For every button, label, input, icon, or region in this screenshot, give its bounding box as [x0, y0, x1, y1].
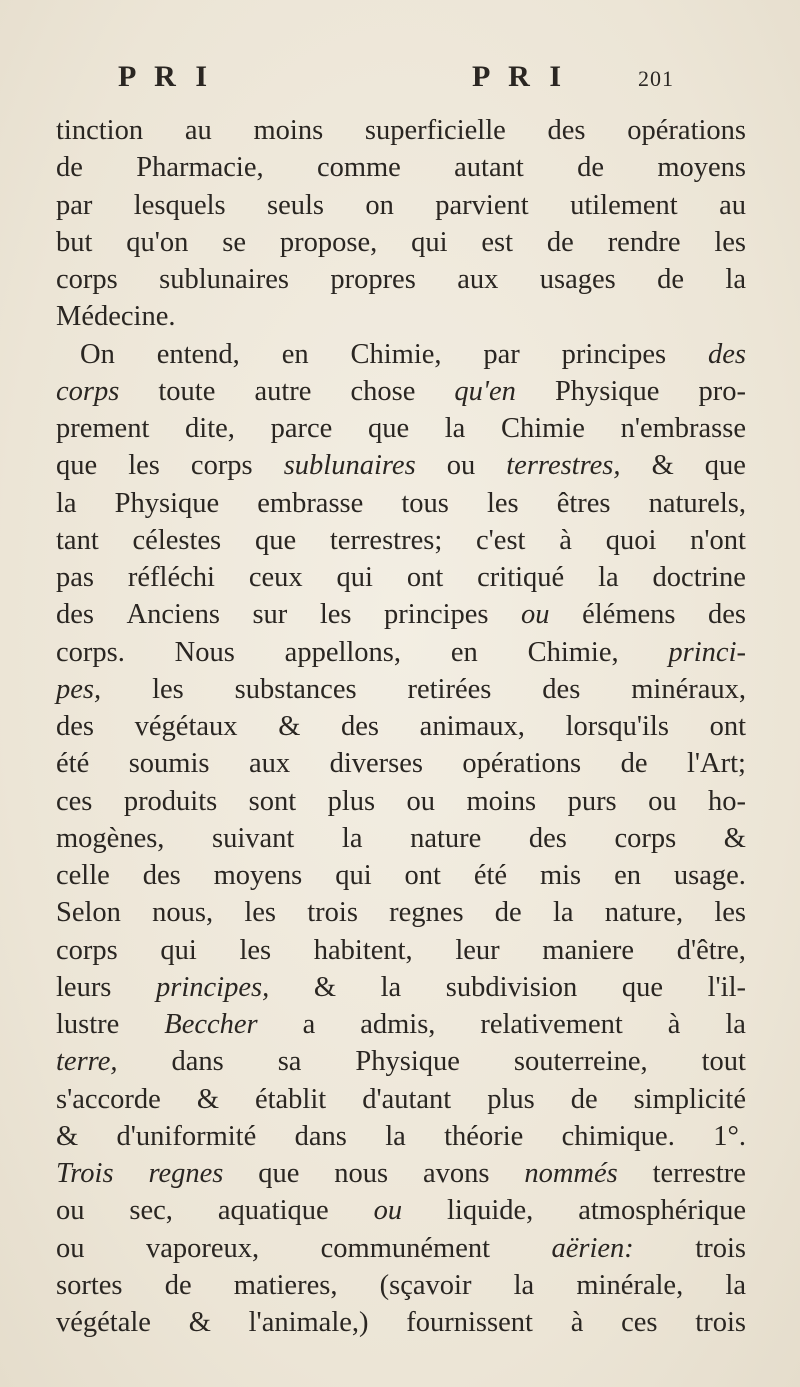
word: Pharmacie,	[136, 152, 264, 184]
word: les	[128, 450, 160, 482]
word: ces	[621, 1307, 658, 1338]
word: sortes	[56, 1269, 123, 1301]
word: nous,	[152, 897, 214, 929]
word: but	[56, 226, 93, 258]
text-line	[56, 1081, 746, 1118]
word: n'embrasse	[620, 413, 746, 444]
text-line	[56, 1230, 746, 1267]
word: plus	[487, 1083, 535, 1115]
word: retirées	[407, 673, 492, 705]
text-line	[56, 1267, 746, 1304]
word: Beccher	[164, 1009, 258, 1040]
word: lorsqu'ils	[565, 711, 669, 742]
word: &	[196, 1083, 219, 1115]
word: aërien:	[551, 1232, 634, 1264]
word: soumis	[128, 748, 210, 780]
word: sublunaires	[283, 450, 416, 482]
word: corps	[56, 934, 118, 966]
word: principes	[384, 599, 489, 631]
word: la	[385, 1120, 406, 1152]
word: terrestres;	[329, 524, 443, 556]
word: c'est	[476, 524, 526, 556]
word: que	[704, 450, 746, 482]
text-line	[56, 447, 746, 484]
word: moyens	[657, 152, 746, 184]
word: corps.	[56, 636, 125, 668]
word: au	[184, 115, 212, 146]
word: Physique	[554, 375, 660, 407]
word: a	[302, 1009, 316, 1040]
word: lesquels	[133, 189, 226, 221]
word: des	[56, 599, 94, 631]
word: qui	[336, 562, 373, 593]
text-line	[56, 261, 746, 298]
page-number: 201	[638, 66, 674, 91]
word: de	[546, 226, 574, 258]
word: Chimie,	[527, 636, 619, 668]
word: la	[725, 1269, 746, 1301]
word: ou	[56, 1232, 85, 1264]
word: simplicité	[633, 1083, 746, 1115]
word: à	[667, 1009, 681, 1040]
word: de	[164, 1269, 192, 1301]
word: par	[483, 338, 520, 370]
text-line	[56, 783, 746, 820]
word: au	[719, 189, 746, 221]
word: comme	[316, 152, 401, 184]
word: l'animale,)	[248, 1307, 369, 1338]
text-line	[56, 410, 746, 447]
word: la	[56, 487, 77, 519]
text-line	[56, 522, 746, 559]
word: ou	[406, 785, 436, 817]
text-line	[56, 298, 746, 335]
word: opérations	[627, 115, 746, 146]
word: la	[444, 413, 466, 444]
text-line	[56, 485, 746, 522]
word: plus	[327, 785, 376, 817]
word: nature,	[604, 897, 684, 929]
word: quoi	[605, 524, 657, 556]
word: nature	[410, 822, 482, 854]
word: princi-	[668, 636, 746, 668]
word: nommés	[524, 1158, 618, 1189]
word: pes,	[56, 673, 102, 705]
word: d'être,	[676, 934, 746, 966]
word: Chimie,	[350, 338, 442, 370]
text-line	[56, 373, 746, 410]
word: corps	[56, 264, 118, 295]
word: &	[723, 822, 746, 854]
text-line	[56, 1118, 746, 1155]
word: autant	[454, 152, 524, 184]
word: ont	[406, 562, 444, 593]
word: ont	[709, 711, 746, 742]
word: en	[450, 636, 478, 668]
word: corps	[614, 822, 677, 854]
word: opérations	[462, 748, 582, 780]
text-line	[56, 149, 746, 186]
running-head	[110, 60, 674, 100]
word: sa	[277, 1046, 302, 1078]
word: animaux,	[419, 711, 525, 742]
word: appellons,	[284, 636, 402, 668]
word: à	[570, 1307, 584, 1338]
word: doctrine	[652, 562, 746, 593]
word: qui	[411, 226, 448, 258]
word: diverses	[329, 748, 423, 780]
text-line	[56, 1155, 746, 1192]
word: usage.	[673, 860, 746, 891]
word: été	[56, 748, 90, 780]
word: de	[620, 748, 648, 780]
word: de	[494, 897, 522, 929]
word: admis,	[360, 1009, 436, 1040]
word: la	[598, 562, 619, 593]
word: la	[552, 897, 574, 929]
text-line	[56, 634, 746, 671]
word: trois	[695, 1232, 746, 1264]
text-line	[56, 969, 746, 1006]
word: pro-	[698, 375, 746, 407]
word: terrestres,	[506, 450, 621, 482]
word: Physique	[114, 487, 220, 519]
word: &	[188, 1307, 211, 1338]
word: des	[528, 822, 567, 854]
word: les	[244, 897, 277, 929]
word: corps	[56, 375, 120, 407]
text-line	[56, 1006, 746, 1043]
word: tout	[701, 1046, 746, 1078]
word: terre,	[56, 1046, 118, 1078]
word: aquatique	[217, 1195, 329, 1227]
word: regnes	[148, 1158, 224, 1189]
word: principes,	[156, 971, 270, 1003]
word: l'il-	[707, 971, 746, 1003]
word: établit	[254, 1083, 327, 1115]
word: vaporeux,	[145, 1232, 260, 1264]
word: minérale,	[576, 1269, 684, 1301]
word: regnes	[389, 897, 464, 929]
word: leur	[455, 934, 500, 966]
text-line	[56, 112, 746, 149]
word: des	[341, 711, 380, 742]
word: des	[708, 338, 746, 370]
word: les	[319, 599, 352, 631]
word: propres	[330, 264, 416, 295]
word: moins	[466, 785, 537, 817]
text-line	[56, 1192, 746, 1229]
word: la	[725, 1009, 746, 1040]
word: par	[56, 189, 93, 221]
text-line	[56, 671, 746, 708]
word: propose,	[279, 226, 378, 258]
word: Médecine.	[56, 301, 176, 333]
word: sont	[248, 785, 297, 817]
text-line	[56, 932, 746, 969]
word: Nous	[174, 636, 235, 668]
word: se	[222, 226, 247, 258]
running-head-right: P R I	[472, 60, 568, 93]
word: êtres	[556, 487, 611, 519]
text-line	[56, 1043, 746, 1080]
text-line	[56, 1304, 746, 1341]
word: naturels,	[648, 487, 746, 519]
word: suivant	[212, 822, 295, 854]
word: réfléchi	[127, 562, 215, 593]
word: subdivision	[445, 971, 578, 1003]
word: &	[56, 1120, 79, 1152]
word: trois	[695, 1307, 746, 1338]
word: des	[547, 115, 586, 146]
text-line	[56, 894, 746, 931]
word: autre	[254, 375, 312, 407]
word: maniere	[542, 934, 635, 966]
word: d'uniformité	[116, 1120, 257, 1152]
word: principes	[561, 338, 667, 370]
word: ceux	[248, 562, 303, 593]
text-line	[56, 224, 746, 261]
text-line	[56, 857, 746, 894]
word: souterreine,	[513, 1046, 648, 1078]
word: entend,	[156, 338, 240, 370]
word: toute	[158, 375, 216, 407]
running-head-left: P R I	[118, 60, 214, 93]
word: aux	[248, 748, 291, 780]
word: aux	[457, 264, 499, 295]
word: célestes	[132, 524, 222, 556]
word: que	[621, 971, 663, 1003]
word: matieres,	[233, 1269, 338, 1301]
word: embrasse	[257, 487, 364, 519]
word: pas	[56, 562, 94, 593]
word: lustre	[56, 1009, 120, 1040]
word: atmosphérique	[578, 1195, 746, 1227]
word: des	[707, 599, 746, 631]
word: ces	[56, 785, 93, 817]
word: ou	[648, 785, 677, 817]
word: tant	[56, 524, 99, 556]
word: superficielle	[364, 115, 506, 146]
word: à	[559, 524, 572, 556]
word: celle	[56, 860, 110, 891]
word: On	[80, 338, 115, 370]
word: parce	[270, 413, 333, 444]
word: de	[577, 152, 604, 184]
word: prement	[56, 413, 150, 444]
word: la	[341, 822, 363, 854]
word: on	[365, 189, 394, 221]
word: d'autant	[362, 1083, 452, 1115]
word: parvient	[435, 189, 529, 221]
body-text	[56, 112, 746, 1341]
word: sur	[252, 599, 288, 631]
text-line	[56, 336, 746, 373]
text-line	[56, 596, 746, 633]
word: les	[714, 897, 746, 929]
word: dans	[171, 1046, 224, 1078]
word: utilement	[570, 189, 678, 221]
word: substances	[234, 673, 357, 705]
word: tinction	[56, 115, 144, 146]
word: tous	[401, 487, 449, 519]
text-line	[56, 708, 746, 745]
word: des	[56, 711, 94, 742]
word: de	[570, 1083, 598, 1115]
word: Chimie	[500, 413, 585, 444]
word: seuls	[267, 189, 324, 221]
word: moins	[253, 115, 324, 146]
word: la	[380, 971, 402, 1003]
word: ou	[521, 599, 550, 631]
word: Anciens	[126, 599, 220, 631]
word: nous	[334, 1158, 389, 1189]
word: trois	[307, 897, 358, 929]
word: Selon	[56, 897, 121, 929]
word: moyens	[213, 860, 303, 891]
word: communément	[320, 1232, 491, 1264]
word: sec,	[129, 1195, 173, 1227]
word: la	[513, 1269, 535, 1301]
word: été	[473, 860, 508, 891]
word: qui	[160, 934, 197, 966]
word: de	[657, 264, 685, 295]
word: que	[258, 1158, 300, 1189]
word: mis	[539, 860, 582, 891]
word: qui	[335, 860, 372, 891]
word: dite,	[185, 413, 235, 444]
word: végétale	[56, 1307, 151, 1338]
word: (sçavoir	[379, 1269, 472, 1301]
word: ou	[373, 1195, 403, 1227]
word: &	[651, 450, 674, 482]
word: &	[313, 971, 336, 1003]
word: produits	[123, 785, 218, 817]
word: que	[367, 413, 410, 444]
word: purs	[567, 785, 617, 817]
word: que	[56, 450, 98, 482]
word: s'accorde	[56, 1083, 161, 1115]
word: 1°.	[713, 1120, 746, 1152]
word: en	[614, 860, 641, 891]
text-line	[56, 187, 746, 224]
word: liquide,	[447, 1195, 534, 1227]
word: ont	[404, 860, 441, 891]
word: &	[278, 711, 301, 742]
word: les	[486, 487, 519, 519]
word: des	[142, 860, 181, 891]
word: critiqué	[477, 562, 565, 593]
word: Physique	[355, 1046, 460, 1078]
word: en	[281, 338, 309, 370]
word: rendre	[607, 226, 681, 258]
word: que	[254, 524, 297, 556]
word: qu'en	[454, 375, 516, 407]
word: l'Art;	[686, 748, 746, 780]
word: les	[239, 934, 272, 966]
text-line	[56, 559, 746, 596]
word: relativement	[480, 1009, 623, 1040]
word: usages	[539, 264, 616, 295]
word: est	[481, 226, 514, 258]
word: ou	[56, 1195, 85, 1227]
word: leurs	[56, 971, 112, 1003]
word: ho-	[708, 785, 746, 817]
word: les	[714, 226, 746, 258]
word: corps	[190, 450, 253, 482]
word: minéraux,	[631, 673, 746, 705]
word: des	[542, 673, 581, 705]
word: théorie	[444, 1120, 524, 1152]
word: terrestre	[652, 1158, 746, 1189]
word: végétaux	[134, 711, 238, 742]
word: chose	[350, 375, 416, 407]
word: avons	[422, 1158, 490, 1189]
word: sublunaires	[159, 264, 289, 295]
word: habitent,	[313, 934, 413, 966]
word: la	[725, 264, 746, 295]
word: de	[56, 152, 83, 184]
word: fournissent	[406, 1307, 533, 1338]
word: chimique.	[561, 1120, 675, 1152]
word: les	[152, 673, 184, 705]
word: qu'on	[126, 226, 189, 258]
text-line	[56, 745, 746, 782]
word: dans	[294, 1120, 347, 1152]
text-line	[56, 820, 746, 857]
word: ou	[446, 450, 476, 482]
word: n'ont	[690, 524, 746, 556]
word: mogènes,	[56, 822, 165, 854]
word: élémens	[582, 599, 676, 631]
word: Trois	[56, 1158, 114, 1189]
